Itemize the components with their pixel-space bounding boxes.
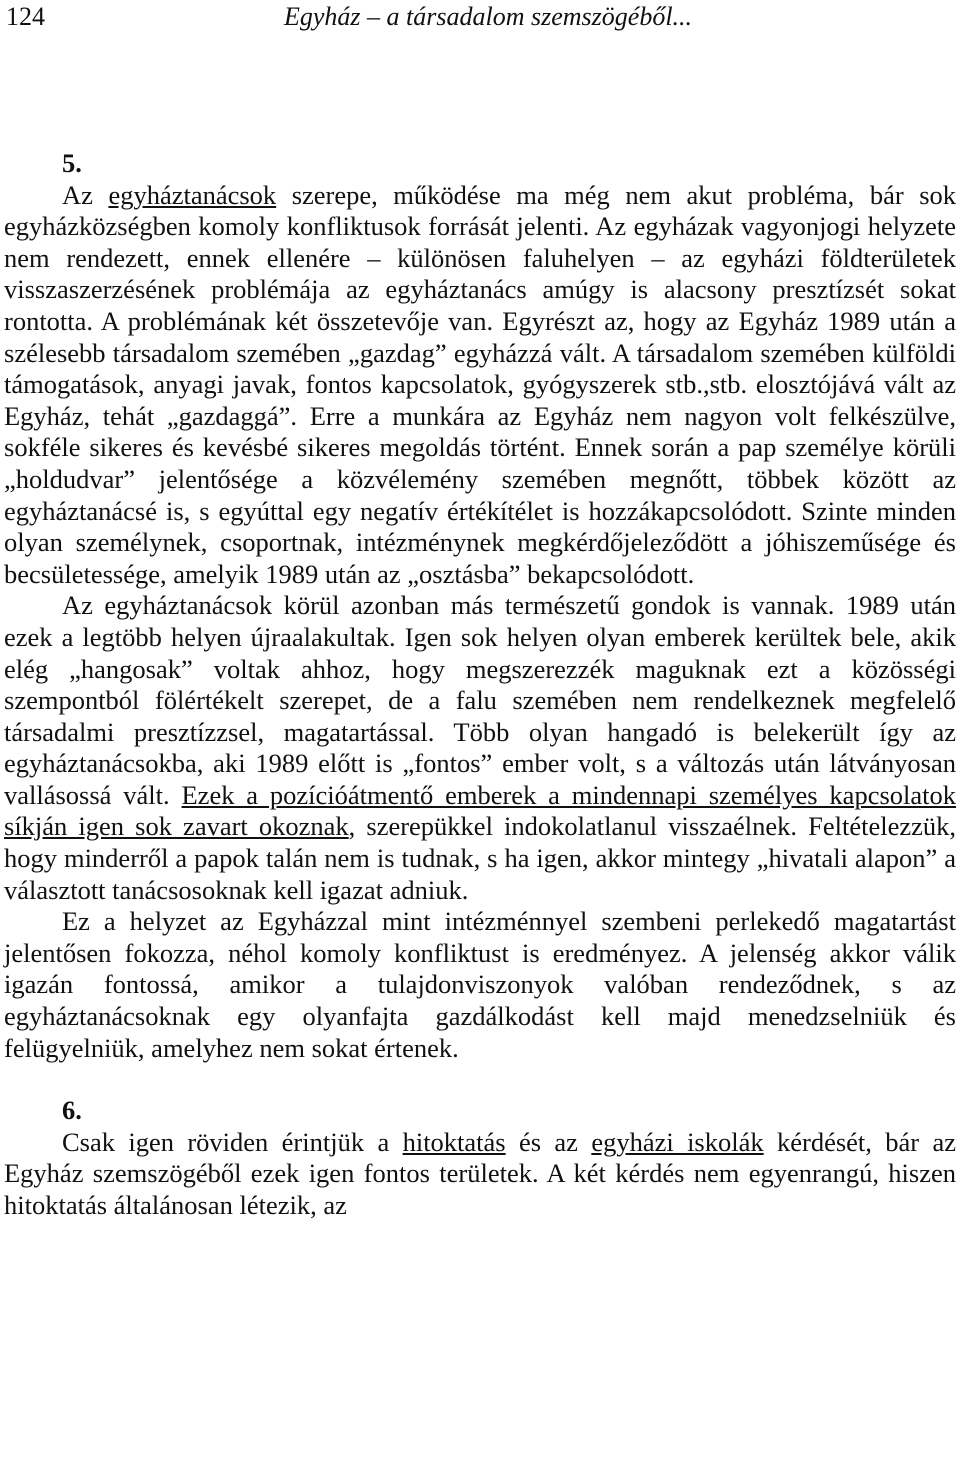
section-gap: [4, 1064, 956, 1095]
text-run: Csak igen röviden érintjük a: [62, 1126, 403, 1157]
text-run: és az: [505, 1126, 592, 1157]
underlined-term: hitoktatás: [402, 1126, 506, 1157]
text-run: Ez a helyzet az Egyházzal mint intézménnyel szembeni perlekedő magatartást jelentősen fokozza, néhol komoly konfliktust is eredményez. A jelenség akkor válik igazán fontossá, amikor a tulajdonviszonyok valóban rendeződnek, s az egyháztanácsoknak egy olyanfajta gazdálkodást kell majd menedzselniük és felügyelniük, amelyhez nem sokat értenek.: [4, 906, 956, 1063]
text-run: szerepe, működése ma még nem akut probléma, bár sok egyházközségben komoly konfliktusok forrását jelenti. Az egyházak vagyonjogi helyzete nem rendezett, ennek ellenére – különösen faluhelyen – az egyházi földterületek visszaszerzésének problémája az egyháztanács amúgy is alacsony presztízsét sokat rontotta. A problémának két összetevője van. Egyrészt az, hogy az Egyház 1989 után a szélesebb társadalom szemében „gazdag” egyházzá vált. A társadalom szemében külföldi támogatások, anyagi javak, fontos kapcsolatok, gyógyszerek stb.,stb. elosztójává vált az Egyház, tehát „gazdaggá”. Erre a munkára az Egyház nem nagyon volt felkészülve, sokféle sikeres és kevésbé sikeres megoldás történt. Ennek során a pap személye körüli „holdudvar” jelentősége a közvélemény szemében megnőtt, többek között az egyháztanácsé is, s egyúttal egy negatív értékítélet is hozzákapcsolódott. Szinte minden olyan személynek, csoportnak, intézménynek megkérdőjeleződött a jóhiszeműsége és becsületessége, amelyik 1989 után az „osztásba” bekapcsolódott.: [4, 179, 957, 589]
page-header: [6, 2, 954, 38]
text-run: kérdését, bár az Egyház szemszögéből ezek igen fontos területek. A két kérdés nem egyenrangú, hiszen hitoktatás általánosan létezik, az: [4, 1126, 956, 1220]
paragraph: [4, 906, 956, 1064]
underlined-term: egyházi iskolák: [591, 1126, 764, 1157]
text-run: Az: [62, 179, 109, 210]
underlined-phrase: Ezek a pozícióátmentő emberek a mindennapi személyes kapcsolatok síkján igen sok zavart okoznak: [4, 779, 957, 842]
running-title: Egyház – a társadalom szemszögéből...: [284, 2, 693, 31]
paragraph: [4, 1127, 956, 1222]
underlined-term: egyháztanácsok: [108, 179, 277, 210]
document-body: [4, 148, 956, 1222]
text-run: , szerepükkel indokolatlanul visszaélnek. Feltételezzük, hogy minderről a papok talán nem is tudnak, s ha igen, akkor mintegy „hivatali alapon” a választott tanácsosoknak kell igazat adniuk.: [4, 811, 956, 905]
section-number-5: 5.: [62, 148, 82, 178]
paragraph: [4, 590, 956, 906]
page-number: 124: [6, 2, 45, 31]
paragraph: [4, 180, 956, 591]
section-number-6: 6.: [62, 1095, 82, 1126]
text-run: Az egyháztanácsok körül azonban más természetű gondok is vannak. 1989 után ezek a legtöbb helyen újraalakultak. Igen sok helyen olyan emberek kerültek bele, akik elég „hangosak” voltak ahhoz, hogy megszerezzék maguknak ezt a közösségi szempontból fölértékelt szerepet, de a falu szemében nem rendelkeznek megfelelő társadalmi presztízzsel, magatartással. Több olyan hangadó is belekerült így az egyháztanácsokba, aki 1989 előtt is „fontos” ember volt, s a változás után látványosan vallásossá vált.: [4, 590, 956, 810]
